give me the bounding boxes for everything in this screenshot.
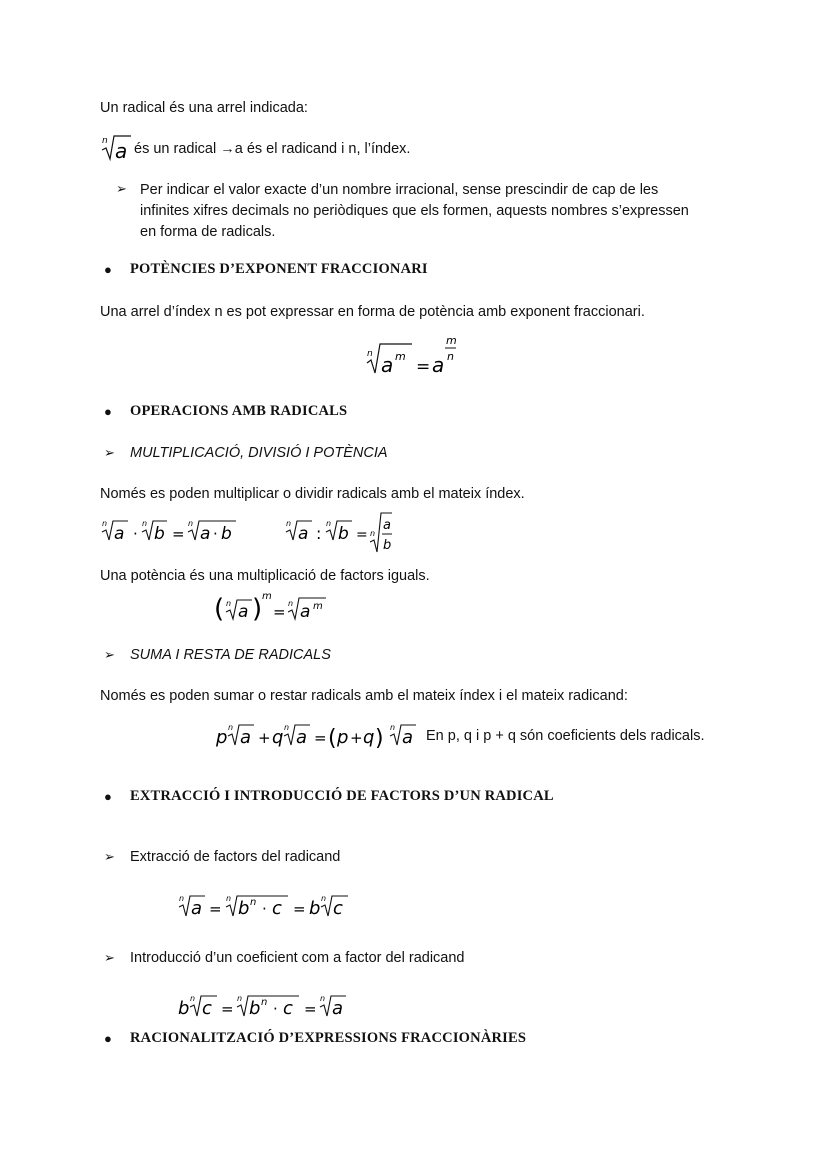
svg-text:=: = [293, 900, 306, 918]
svg-text:b: b [309, 898, 321, 919]
svg-text:(: ( [328, 726, 337, 751]
svg-text:=: = [221, 1000, 234, 1018]
section-heading: EXTRACCIÓ I INTRODUCCIÓ DE FACTORS D’UN RADICAL [130, 788, 554, 804]
svg-text:n: n [226, 599, 232, 608]
subsection-heading: Introducció d’un coeficient com a factor del radicand [130, 950, 465, 966]
bullet-dot-icon: ● [104, 1031, 112, 1046]
svg-text:=: = [356, 527, 368, 543]
bullet-text-line: infinites xifres decimals no periòdiques que els formen, aquests nombres s’expressen [140, 203, 689, 219]
svg-text:a: a [402, 727, 414, 748]
svg-text:m: m [395, 350, 406, 363]
svg-text:m: m [313, 601, 323, 612]
svg-text:n: n [288, 599, 294, 608]
svg-text:·: · [213, 525, 218, 543]
svg-text:b: b [338, 524, 349, 544]
svg-text:n: n [190, 994, 196, 1003]
subsection-heading: Extracció de factors del radicand [130, 849, 341, 865]
section-text: Només es poden sumar o restar radicals amb el mateix índex i el mateix radicand: [100, 688, 628, 704]
radical-symbol [100, 132, 132, 164]
svg-text:n: n [321, 894, 327, 903]
svg-text:p: p [337, 727, 349, 748]
svg-text:p: p [216, 727, 228, 748]
svg-text:q: q [272, 727, 284, 748]
svg-text::: : [316, 524, 322, 543]
svg-text:n: n [179, 894, 185, 903]
svg-text:n: n [188, 519, 194, 528]
svg-text:m: m [446, 334, 457, 347]
svg-text:c: c [333, 898, 343, 919]
svg-text:a: a [432, 353, 445, 377]
svg-text:a: a [300, 602, 311, 622]
section-heading: RACIONALITZACIÓ D’EXPRESSIONS FRACCIONÀRIES [130, 1030, 527, 1046]
svg-text:a: a [381, 353, 394, 377]
svg-text:n: n [102, 136, 108, 146]
svg-text:=: = [172, 525, 185, 543]
bullet-dot-icon: ● [104, 789, 112, 804]
svg-text:n: n [250, 897, 257, 908]
intro-text: Un radical és una arrel indicada: [100, 100, 308, 116]
bullet-dot-icon: ● [104, 262, 112, 277]
svg-text:a: a [191, 898, 203, 919]
svg-text:q: q [363, 727, 375, 748]
svg-text:n: n [226, 894, 232, 903]
svg-text:b: b [221, 524, 232, 544]
svg-text:a: a [383, 518, 391, 533]
svg-text:c: c [202, 998, 212, 1019]
svg-text:n: n [237, 994, 243, 1003]
svg-text:n: n [142, 519, 148, 528]
svg-text:n: n [447, 350, 454, 363]
power-formula [212, 588, 332, 626]
coefficient-note: En p, q i p + q són coeficients dels radicals. [426, 728, 705, 744]
svg-text:m: m [262, 591, 272, 602]
svg-text:·: · [262, 900, 267, 918]
svg-text:a: a [238, 602, 249, 622]
section-text: Només es poden multiplicar o dividir radicals amb el mateix índex. [100, 486, 525, 502]
svg-text:n: n [102, 519, 108, 528]
arrow-bullet-icon: ➢ [104, 647, 115, 662]
extraction-formula [176, 890, 356, 924]
svg-text:+: + [350, 729, 363, 747]
svg-text:a: a [298, 524, 309, 544]
bullet-text-line: en forma de radicals. [140, 224, 276, 240]
svg-text:a: a [332, 998, 344, 1019]
svg-text:n: n [228, 723, 234, 732]
svg-text:c: c [272, 898, 282, 919]
svg-text:b: b [154, 524, 165, 544]
svg-text:=: = [209, 900, 222, 918]
sum-formula [214, 718, 424, 754]
svg-text:n: n [320, 994, 326, 1003]
introduction-formula [176, 990, 356, 1024]
svg-text:n: n [286, 519, 292, 528]
svg-text:·: · [133, 525, 138, 543]
svg-text:a: a [200, 524, 211, 544]
svg-text:+: + [258, 729, 271, 747]
svg-text:·: · [273, 1000, 278, 1018]
svg-text:b: b [383, 538, 392, 553]
svg-text:c: c [283, 998, 293, 1019]
arrow-bullet-icon: ➢ [116, 181, 127, 196]
arrow-bullet-icon: ➢ [104, 849, 115, 864]
subsection-heading: MULTIPLICACIÓ, DIVISIÓ I POTÈNCIA [130, 445, 388, 461]
section-heading: POTÈNCIES D’EXPONENT FRACCIONARI [130, 261, 428, 277]
svg-text:): ) [375, 726, 384, 751]
bullet-text-line: Per indicar el valor exacte d’un nombre irracional, sense prescindir de cap de les [140, 182, 659, 198]
svg-text:n: n [326, 519, 332, 528]
svg-text:a: a [240, 727, 252, 748]
svg-text:): ) [252, 594, 263, 624]
svg-text:b: b [238, 898, 250, 919]
svg-text:(: ( [214, 594, 225, 624]
arrow-bullet-icon: ➢ [104, 445, 115, 460]
svg-text:=: = [314, 729, 327, 747]
section-heading: OPERACIONS AMB RADICALS [130, 403, 348, 419]
svg-text:n: n [284, 723, 290, 732]
radical-description: és un radical →a és el radicand i n, l’índex. [134, 141, 411, 157]
svg-text:=: = [416, 357, 431, 377]
svg-text:n: n [261, 997, 268, 1008]
svg-text:b: b [249, 998, 261, 1019]
svg-text:n: n [390, 723, 396, 732]
svg-text:=: = [273, 603, 286, 621]
svg-text:a: a [115, 139, 128, 163]
svg-text:a: a [114, 524, 125, 544]
bullet-dot-icon: ● [104, 404, 112, 419]
svg-text:n: n [370, 529, 376, 538]
fractional-exponent-formula [362, 330, 472, 380]
svg-text:=: = [304, 1000, 317, 1018]
section-text: Una arrel d’índex n es pot expressar en forma de potència amb exponent fraccionari. [100, 304, 645, 320]
section-text: Una potència és una multiplicació de factors iguals. [100, 568, 430, 584]
arrow-bullet-icon: ➢ [104, 950, 115, 965]
svg-text:n: n [367, 349, 373, 359]
svg-text:a: a [296, 727, 308, 748]
subsection-heading: SUMA I RESTA DE RADICALS [130, 647, 331, 663]
multiplication-division-formula [100, 510, 400, 556]
svg-text:b: b [178, 998, 190, 1019]
